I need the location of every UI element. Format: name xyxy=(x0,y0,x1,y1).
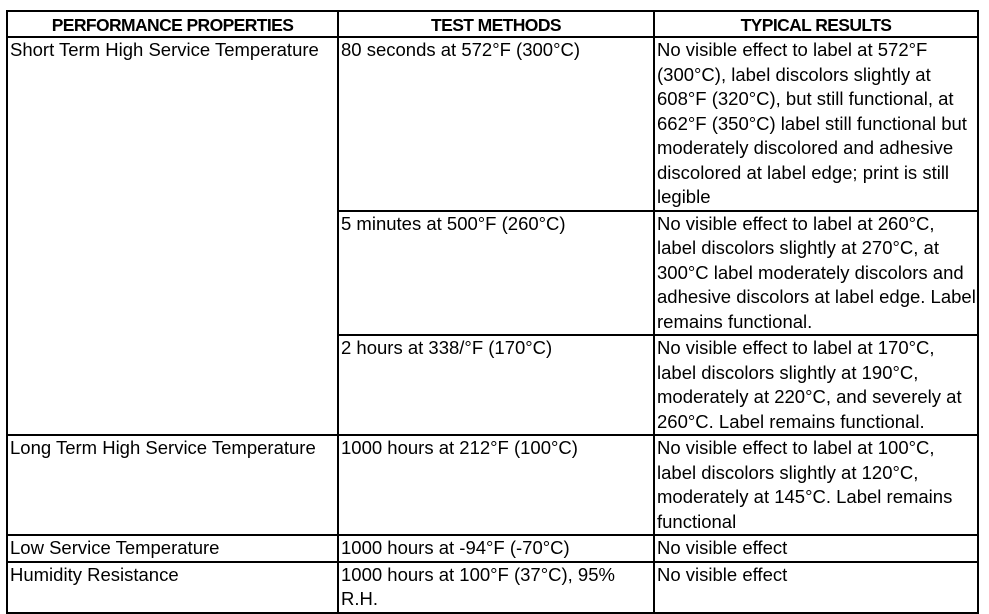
typical-result-cell: No visible effect xyxy=(654,562,978,613)
typical-result-cell: No visible effect to label at 100°C, label discolors slightly at 120°C, moderately at 145°C. Label remains functional xyxy=(654,435,978,535)
table-row xyxy=(7,562,978,613)
table-header-row xyxy=(7,11,978,37)
test-method-cell: 1000 hours at 212°F (100°C) xyxy=(338,435,654,535)
test-method-cell: 80 seconds at 572°F (300°C) xyxy=(338,37,654,211)
performance-properties-table xyxy=(6,10,979,614)
header-test-methods: TEST METHODS xyxy=(338,11,654,37)
header-typical-results: TYPICAL RESULTS xyxy=(654,11,978,37)
property-cell: Low Service Temperature xyxy=(7,535,338,562)
typical-result-cell: No visible effect xyxy=(654,535,978,562)
table-row xyxy=(7,435,978,535)
test-method-cell: 2 hours at 338/°F (170°C) xyxy=(338,335,654,435)
typical-result-cell: No visible effect to label at 170°C, label discolors slightly at 190°C, moderately at 220°C, and severely at 260°C. Label remains functional. xyxy=(654,335,978,435)
typical-result-cell: No visible effect to label at 572°F (300°C), label discolors slightly at 608°F (320°C), but still functional, at 662°F (350°C) label still functional but moderately discolored and adhesive discolored at label edge; print is still legible xyxy=(654,37,978,211)
test-method-cell: 1000 hours at 100°F (37°C), 95% R.H. xyxy=(338,562,654,613)
property-cell: Humidity Resistance xyxy=(7,562,338,613)
test-method-cell: 1000 hours at -94°F (-70°C) xyxy=(338,535,654,562)
property-cell: Short Term High Service Temperature xyxy=(7,37,338,435)
table-row xyxy=(7,535,978,562)
test-method-cell: 5 minutes at 500°F (260°C) xyxy=(338,211,654,336)
table-row xyxy=(7,37,978,211)
header-performance-properties: PERFORMANCE PROPERTIES xyxy=(7,11,338,37)
property-cell: Long Term High Service Temperature xyxy=(7,435,338,535)
typical-result-cell: No visible effect to label at 260°C, label discolors slightly at 270°C, at 300°C label moderately discolors and adhesive discolors at label edge. Label remains functional. xyxy=(654,211,978,336)
